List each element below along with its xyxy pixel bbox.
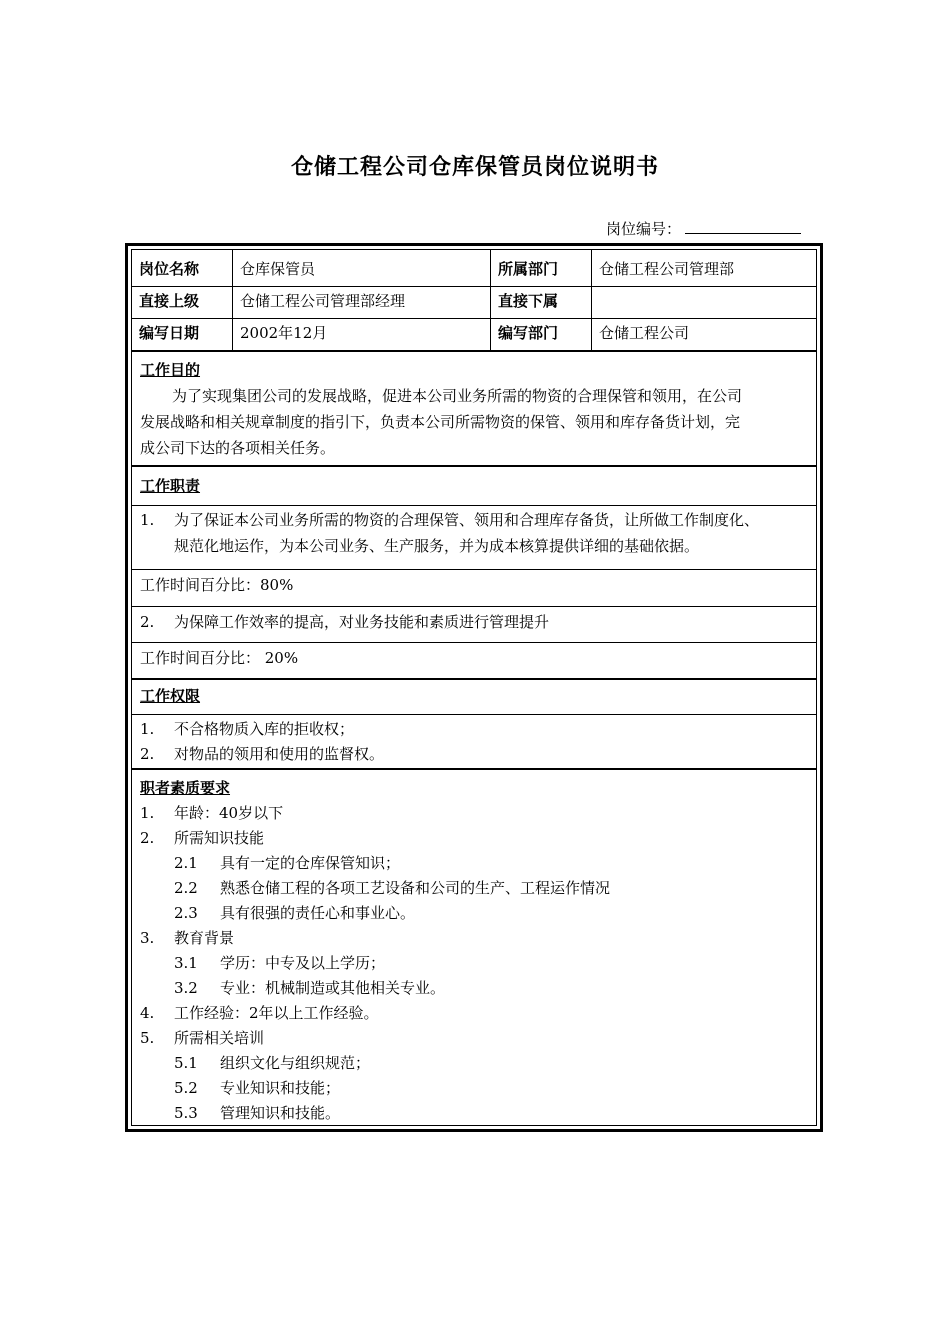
header-label: 编写日期 <box>139 324 200 342</box>
post-number-blank <box>685 218 801 234</box>
duty-text: 为保障工作效率的提高，对业务技能和素质进行管理提升 <box>174 613 550 631</box>
qualification-text: 年龄：40岁以下 <box>174 804 284 822</box>
section-title-duties: 工作职责 <box>140 477 201 495</box>
duty-text: 为了保证本公司业务所需的物资的合理保管、领用和合理库存备货，让所做工作制度化、 <box>174 511 760 529</box>
header-label: 直接下属 <box>498 292 559 310</box>
authority-text: 对物品的领用和使用的监督权。 <box>174 745 385 763</box>
qualification-subnum: 5.2 <box>174 1079 198 1097</box>
qualification-num: 1. <box>140 804 155 822</box>
post-number-label: 岗位编号： <box>606 220 682 238</box>
qualification-subitem <box>174 953 385 973</box>
qualification-num: 5. <box>140 1029 155 1047</box>
section-title-authority: 工作权限 <box>140 687 201 705</box>
qualification-text: 所需相关培训 <box>174 1029 265 1047</box>
row-divider <box>132 714 816 715</box>
qualification-subitem <box>174 853 400 873</box>
qualification-subtext: 具有一定的仓库保管知识； <box>220 854 401 872</box>
qualification-subnum: 2.3 <box>174 904 198 922</box>
header-label: 岗位名称 <box>139 260 200 278</box>
qualification-num: 2. <box>140 829 155 847</box>
duty-num: 2. <box>140 613 155 631</box>
section-divider <box>132 768 816 770</box>
header-value: 2002年12月 <box>240 324 328 342</box>
qualification-subitem <box>174 1053 370 1073</box>
row-divider <box>132 606 816 607</box>
qualification-subtext: 组织文化与组织规范； <box>220 1054 371 1072</box>
job-description-table <box>125 243 823 1132</box>
col-divider <box>490 250 491 350</box>
duty-text-cont: 规范化地运作，为本公司业务、生产服务，并为成本核算提供详细的基础依据。 <box>174 537 700 555</box>
section-divider <box>132 350 816 352</box>
page-title: 仓储工程公司仓库保管员岗位说明书 <box>290 155 659 180</box>
qualification-num: 4. <box>140 1004 155 1022</box>
purpose-line: 成公司下达的各项相关任务。 <box>140 439 336 457</box>
qualification-subtext: 学历：中专及以上学历； <box>220 954 386 972</box>
qualification-item <box>140 803 283 823</box>
qualification-subitem <box>174 1103 340 1123</box>
duty-time: 工作时间百分比： 20% <box>140 649 299 667</box>
qualification-num: 3. <box>140 929 155 947</box>
header-value: 仓储工程公司管理部 <box>599 260 735 278</box>
post-number-field <box>606 218 801 239</box>
qualification-subnum: 3.2 <box>174 979 198 997</box>
section-title-qualifications: 职者素质要求 <box>140 779 231 797</box>
qualification-subnum: 3.1 <box>174 954 198 972</box>
authority-num: 1. <box>140 720 155 738</box>
header-value: 仓库保管员 <box>240 260 316 278</box>
qualification-subnum: 5.3 <box>174 1104 198 1122</box>
qualification-item <box>140 1028 264 1048</box>
qualification-subitem <box>174 1078 340 1098</box>
qualification-subnum: 5.1 <box>174 1054 198 1072</box>
section-title-purpose: 工作目的 <box>140 361 201 379</box>
table-inner-border <box>131 249 817 1126</box>
qualification-subitem <box>174 978 445 998</box>
qualification-subtext: 管理知识和技能。 <box>220 1104 341 1122</box>
qualification-subtext: 专业知识和技能； <box>220 1079 341 1097</box>
qualification-item <box>140 928 234 948</box>
row-divider <box>132 286 816 287</box>
col-divider <box>591 250 592 350</box>
duty-item <box>140 510 759 530</box>
purpose-line: 发展战略和相关规章制度的指引下，负责本公司所需物资的保管、领用和库存备货计划，完 <box>140 413 741 431</box>
qualification-subitem <box>174 878 610 898</box>
qualification-text: 所需知识技能 <box>174 829 265 847</box>
section-divider <box>132 465 816 467</box>
authority-num: 2. <box>140 745 155 763</box>
header-value: 仓储工程公司管理部经理 <box>240 292 406 310</box>
header-label: 编写部门 <box>498 324 559 342</box>
duty-time: 工作时间百分比：80% <box>140 576 294 594</box>
header-label: 所属部门 <box>498 260 559 278</box>
purpose-line: 为了实现集团公司的发展战略，促进本公司业务所需的物资的合理保管和领用，在公司 <box>172 387 743 405</box>
header-label: 直接上级 <box>139 292 200 310</box>
authority-item <box>140 744 384 764</box>
authority-item <box>140 719 354 739</box>
row-divider <box>132 505 816 506</box>
duty-item <box>140 612 549 632</box>
row-divider <box>132 318 816 319</box>
qualification-subitem <box>174 903 415 923</box>
qualification-subnum: 2.1 <box>174 854 198 872</box>
qualification-subtext: 熟悉仓储工程的各项工艺设备和公司的生产、工程运作情况 <box>220 879 611 897</box>
qualification-text: 工作经验：2年以上工作经验。 <box>174 1004 379 1022</box>
duty-num: 1. <box>140 511 155 529</box>
col-divider <box>232 250 233 350</box>
authority-text: 不合格物质入库的拒收权； <box>174 720 355 738</box>
qualification-item <box>140 1003 379 1023</box>
row-divider <box>132 642 816 643</box>
qualification-subnum: 2.2 <box>174 879 198 897</box>
qualification-subtext: 专业：机械制造或其他相关专业。 <box>220 979 446 997</box>
qualification-subtext: 具有很强的责任心和事业心。 <box>220 904 416 922</box>
qualification-item <box>140 828 264 848</box>
qualification-text: 教育背景 <box>174 929 235 947</box>
row-divider <box>132 569 816 570</box>
header-value: 仓储工程公司 <box>599 324 690 342</box>
section-divider <box>132 678 816 680</box>
